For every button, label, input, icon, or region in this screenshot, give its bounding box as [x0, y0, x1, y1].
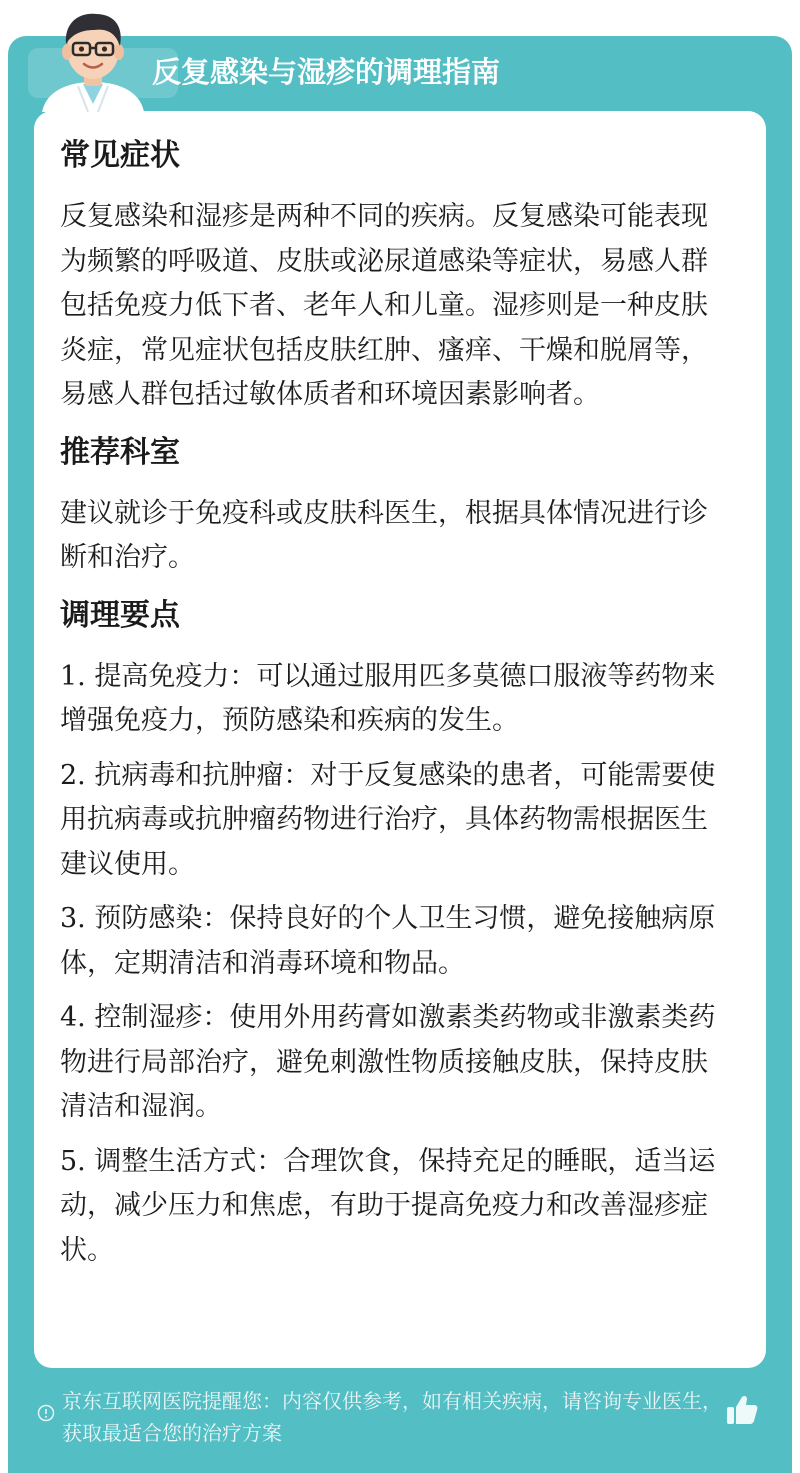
info-icon [37, 1404, 55, 1422]
care-item-text: 提高免疫力：可以通过服用匹多莫德口服液等药物来增强免疫力，预防感染和疾病的发生。 [60, 660, 716, 736]
care-item-text: 预防感染：保持良好的个人卫生习惯，避免接触病原体，定期清洁和消毒环境和物品。 [60, 903, 716, 979]
department-text: 建议就诊于免疫科或皮肤科医生，根据具体情况进行诊断和治疗。 [60, 497, 708, 573]
care-item-2 [60, 754, 732, 888]
content-card [34, 111, 766, 1368]
page-title: 反复感染与湿疹的调理指南 [152, 55, 501, 89]
care-item-number: 5. [60, 1145, 86, 1177]
doctor-avatar [28, 8, 158, 112]
care-item-text: 控制湿疹：使用外用药膏如激素类药物或非激素类药物进行局部治疗，避免刺激性物质接触皮肤，保持皮肤清洁和湿润。 [60, 1002, 716, 1122]
department-heading: 推荐科室 [60, 434, 180, 470]
care-item-text: 抗病毒和抗肿瘤：对于反复感染的患者，可能需要使用抗病毒或抗肿瘤药物进行治疗，具体药物需根据医生建议使用。 [60, 759, 716, 880]
care-item-number: 2. [60, 759, 86, 791]
disclaimer-text: 京东互联网医院提醒您：内容仅供参考，如有相关疾病，请咨询专业医生，获取最适合您的治疗方案 [62, 1389, 722, 1445]
thumbs-up-icon[interactable] [724, 1392, 760, 1428]
care-item-text: 调整生活方式：合理饮食，保持充足的睡眠，适当运动，减少压力和焦虑，有助于提高免疫力和改善湿疹症状。 [60, 1145, 716, 1266]
care-item-1 [60, 655, 732, 744]
care-item-number: 4. [60, 1002, 86, 1033]
care-item-number: 1. [60, 660, 86, 692]
article-content [60, 135, 732, 1273]
care-heading: 调理要点 [60, 597, 180, 633]
symptoms-heading: 常见症状 [60, 138, 180, 173]
care-item-3 [60, 897, 732, 986]
symptoms-text: 反复感染和湿疹是两种不同的疾病。反复感染可能表现为频繁的呼吸道、皮肤或泌尿道感染等症状，易感人群包括免疫力低下者、老年人和儿童。湿疹则是一种皮肤炎症，常见症状包括皮肤红肿、瘙痒、干燥和脱屑等，易感人群包括过敏体质者和环境因素影响者。 [60, 201, 708, 410]
care-item-4 [60, 996, 732, 1130]
care-item-number: 3. [60, 903, 86, 934]
care-item-5 [60, 1140, 732, 1274]
